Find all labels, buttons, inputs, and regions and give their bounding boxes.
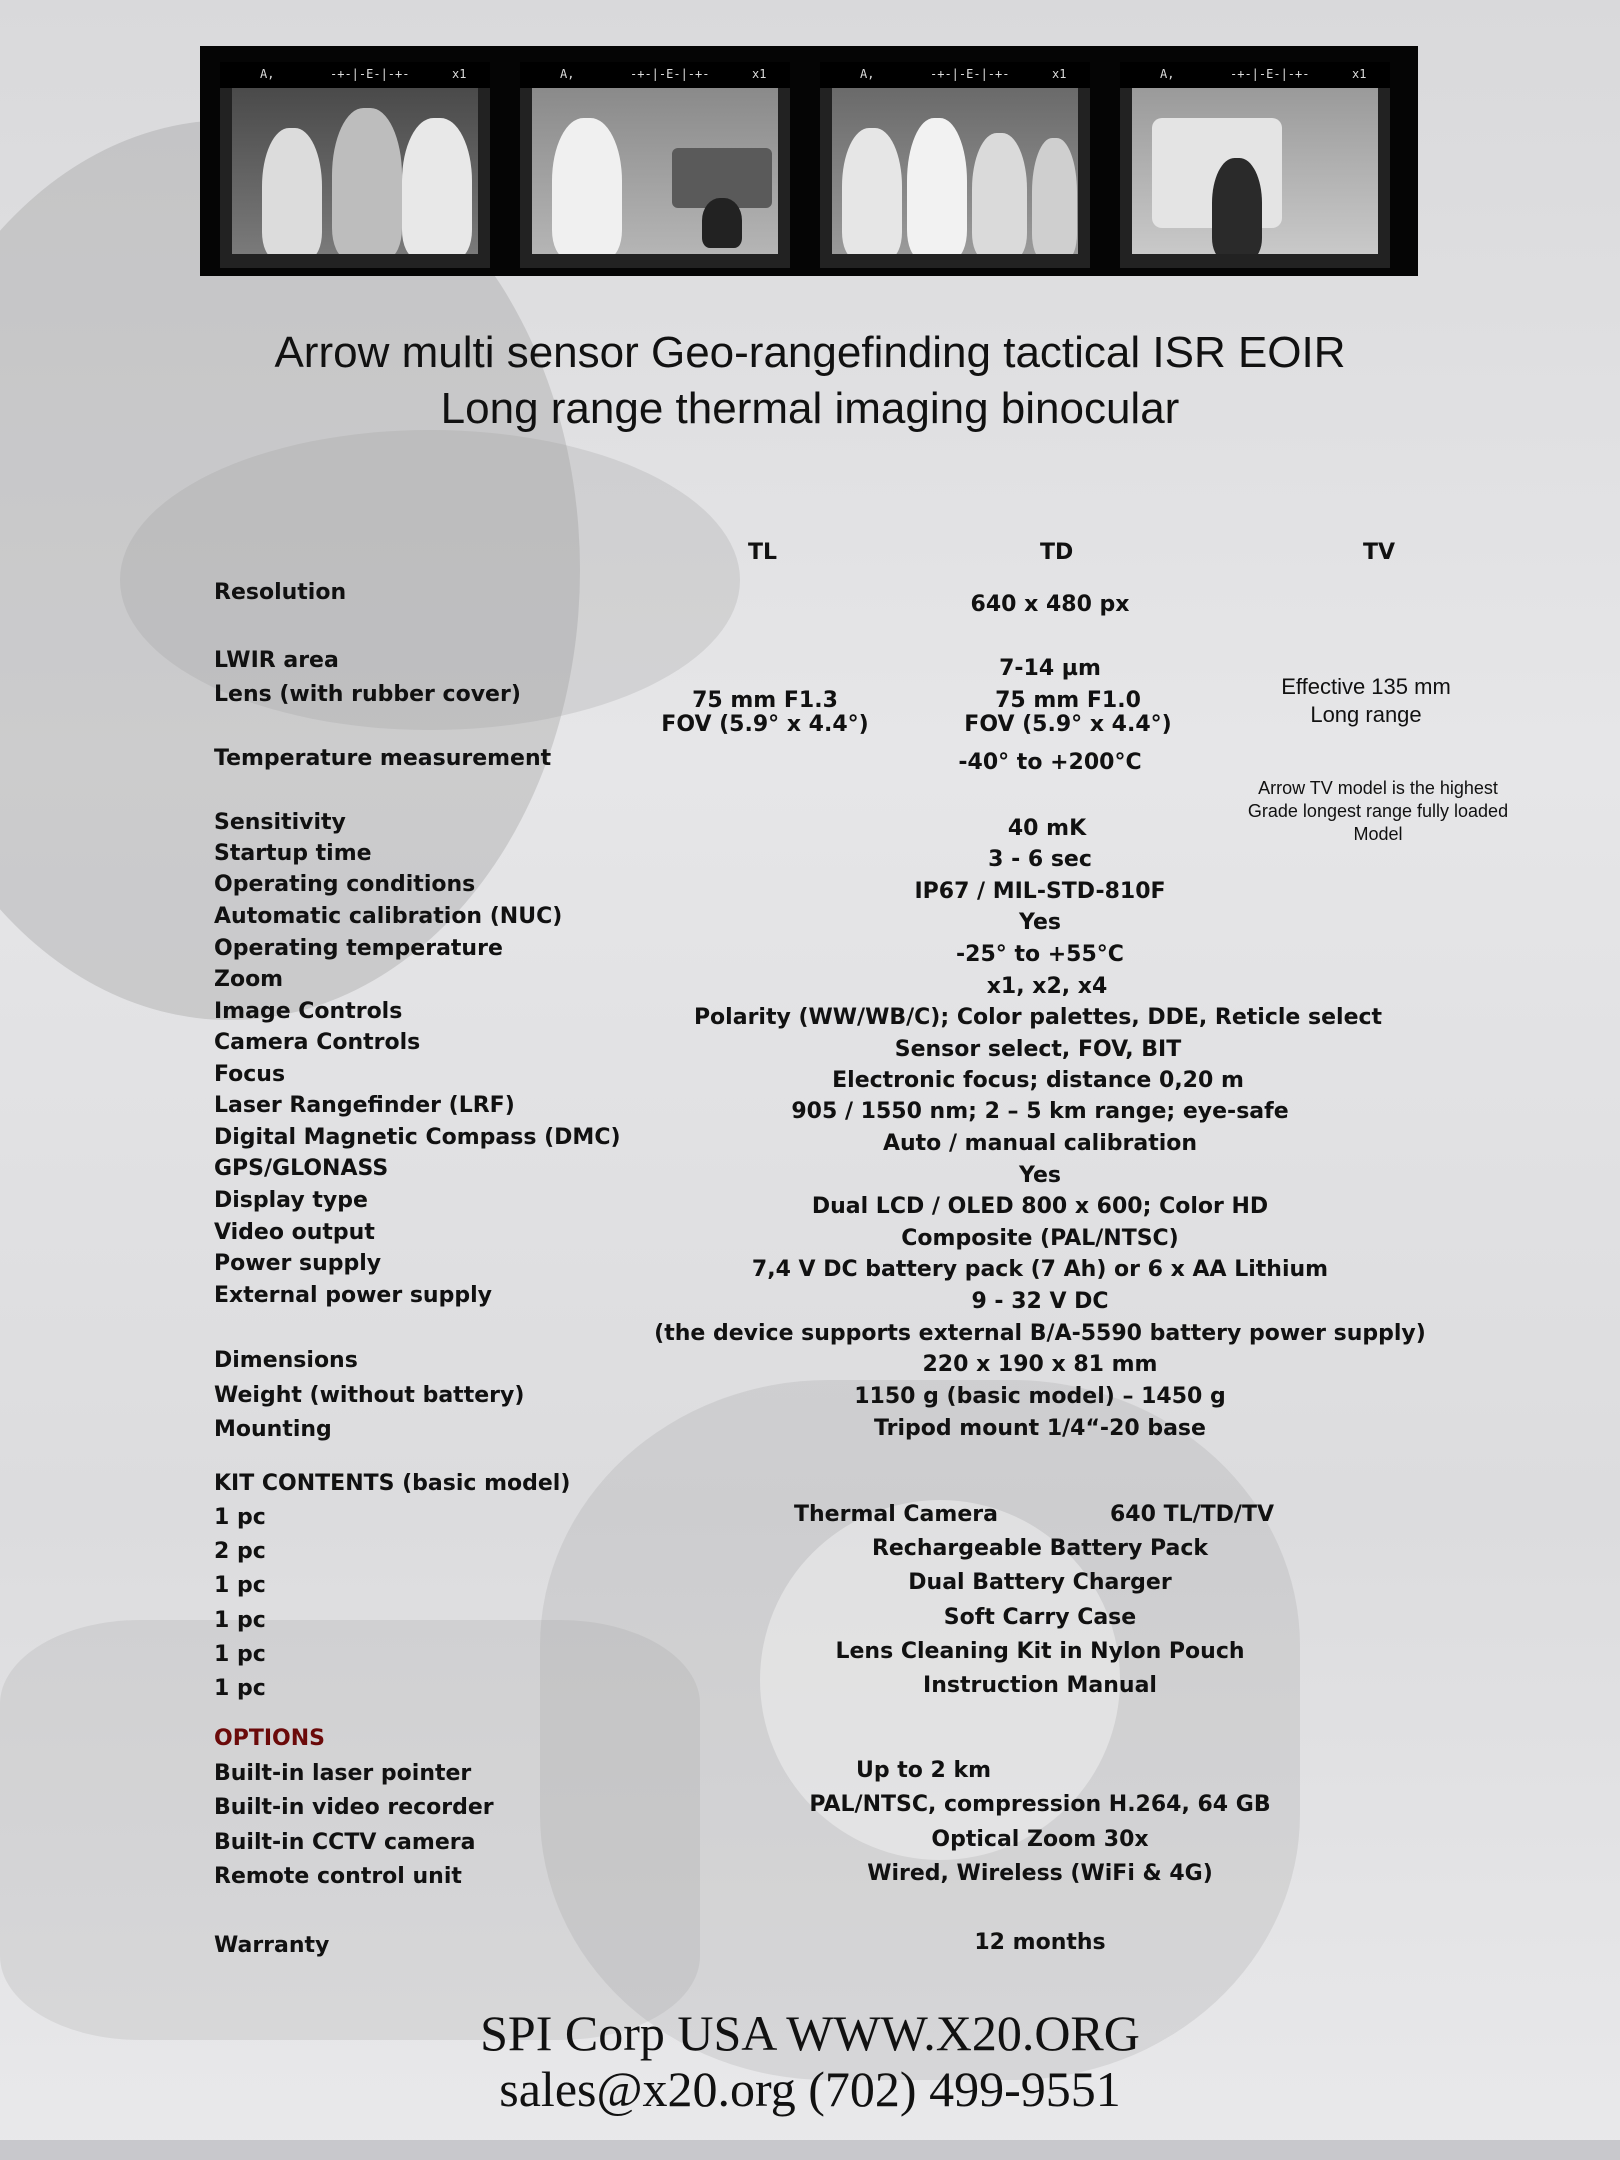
spec-value-ext-power: 9 - 32 V DC (971, 1289, 1109, 1314)
spec-label-startup: Startup time (214, 841, 372, 866)
spec-label-ext-power: External power supply (214, 1283, 492, 1308)
spec-value-dimensions: 220 x 190 x 81 mm (922, 1352, 1158, 1377)
spec-value-video: Composite (PAL/NTSC) (901, 1226, 1179, 1251)
spec-label-camera-controls: Camera Controls (214, 1030, 421, 1055)
column-header-td: TD (1040, 540, 1074, 565)
spec-value-zoom: x1, x2, x4 (986, 974, 1108, 999)
spec-value-dmc: Auto / manual calibration (882, 1131, 1198, 1156)
kit-qty-1: 1 pc (214, 1505, 266, 1530)
option-value-video-recorder: PAL/NTSC, compression H.264, 64 GB (809, 1792, 1271, 1817)
spec-value-image-controls: Polarity (WW/WB/C); Color palettes, DDE, Reticle select (693, 1005, 1383, 1030)
option-label-video-recorder: Built-in video recorder (214, 1795, 494, 1820)
option-label-cctv-camera: Built-in CCTV camera (214, 1830, 476, 1855)
kit-qty-5: 1 pc (214, 1642, 266, 1667)
tv-model-note-2: Grade longest range fully loaded (1247, 801, 1509, 821)
spec-value-power: 7,4 V DC battery pack (7 Ah) or 6 x AA Lithium (751, 1257, 1329, 1282)
spec-label-conditions: Operating conditions (214, 872, 476, 897)
spec-label-dimensions: Dimensions (214, 1348, 358, 1373)
spec-label-lwir: LWIR area (214, 648, 339, 673)
spec-label-dmc: Digital Magnetic Compass (DMC) (214, 1125, 621, 1150)
spec-label-lrf: Laser Rangefinder (LRF) (214, 1093, 515, 1118)
spec-label-temperature: Temperature measurement (214, 746, 552, 771)
footer-company-website: SPI Corp USA WWW.X20.ORG (480, 2005, 1140, 2061)
spec-value-lens-td-fov: FOV (5.9° x 4.4°) (964, 712, 1172, 737)
spec-label-nuc: Automatic calibration (NUC) (214, 904, 563, 929)
column-header-tv: TV (1363, 540, 1396, 565)
spec-value-display: Dual LCD / OLED 800 x 600; Color HD (811, 1194, 1269, 1219)
kit-item-battery-charger: Dual Battery Charger (908, 1570, 1172, 1595)
spec-label-mounting: Mounting (214, 1417, 332, 1442)
kit-qty-2: 2 pc (214, 1539, 266, 1564)
spec-value-ext-power-note: (the device supports external B/A-5590 battery power supply) (654, 1321, 1426, 1346)
spec-label-gps: GPS/GLONASS (214, 1156, 389, 1181)
spec-label-video: Video output (214, 1220, 375, 1245)
kit-item-battery-pack: Rechargeable Battery Pack (871, 1536, 1209, 1561)
spec-label-image-controls: Image Controls (214, 999, 403, 1024)
tv-lens-note-2: Long range (1310, 702, 1422, 727)
spec-value-lwir: 7-14 µm (999, 656, 1101, 681)
spec-value-gps: Yes (1019, 1163, 1061, 1188)
spec-label-weight: Weight (without battery) (214, 1383, 525, 1408)
spec-value-lens-td: 75 mm F1.0 (995, 688, 1141, 713)
spec-value-resolution: 640 x 480 px (970, 592, 1130, 617)
kit-item-instruction-manual: Instruction Manual (923, 1673, 1157, 1698)
spec-value-lens-tl: 75 mm F1.3 (692, 688, 838, 713)
spec-label-focus: Focus (214, 1062, 286, 1087)
bottom-edge (0, 2140, 1620, 2160)
spec-label-sensitivity: Sensitivity (214, 810, 346, 835)
kit-qty-4: 1 pc (214, 1608, 266, 1633)
spec-value-temperature: -40° to +200°C (958, 750, 1142, 775)
spec-value-mounting: Tripod mount 1/4“-20 base (874, 1416, 1206, 1441)
kit-qty-6: 1 pc (214, 1676, 266, 1701)
spec-value-startup: 3 - 6 sec (988, 847, 1092, 872)
tv-lens-note-1: Effective 135 mm (1281, 674, 1451, 699)
spec-value-focus: Electronic focus; distance 0,20 m (832, 1068, 1244, 1093)
warranty-label: Warranty (214, 1933, 330, 1958)
footer-email-phone: sales@x20.org (702) 499-9551 (499, 2061, 1121, 2117)
kit-qty-3: 1 pc (214, 1573, 266, 1598)
spec-value-lrf: 905 / 1550 nm; 2 – 5 km range; eye-safe (791, 1099, 1289, 1124)
tv-model-note-1: Arrow TV model is the highest (1258, 778, 1498, 798)
thermal-film-strip (200, 46, 1418, 276)
spec-label-op-temp: Operating temperature (214, 936, 503, 961)
column-header-tl: TL (748, 540, 778, 565)
spec-value-lens-tl-fov: FOV (5.9° x 4.4°) (661, 712, 869, 737)
spec-label-power: Power supply (214, 1251, 382, 1276)
kit-item-thermal-camera: Thermal Camera (794, 1502, 998, 1527)
spec-value-sensitivity: 40 mK (1007, 816, 1087, 841)
kit-item-carry-case: Soft Carry Case (943, 1605, 1137, 1630)
spec-value-weight: 1150 g (basic model) – 1450 g (854, 1384, 1226, 1409)
options-title: OPTIONS (214, 1726, 325, 1751)
option-label-laser-pointer: Built-in laser pointer (214, 1761, 472, 1786)
warranty-value: 12 months (974, 1930, 1106, 1955)
spec-label-lens: Lens (with rubber cover) (214, 682, 521, 707)
page-subtitle: Long range thermal imaging binocular (440, 384, 1180, 433)
kit-contents-title: KIT CONTENTS (basic model) (214, 1471, 571, 1496)
spec-label-zoom: Zoom (214, 967, 284, 992)
spec-value-op-temp: -25° to +55°C (956, 942, 1124, 967)
spec-label-resolution: Resolution (214, 580, 347, 605)
kit-item-thermal-camera-model: 640 TL/TD/TV (1110, 1502, 1274, 1527)
spec-value-conditions: IP67 / MIL-STD-810F (914, 879, 1166, 904)
thermal-frame-3: A, -+-|-E-|-+- x1 (820, 62, 1090, 268)
spec-value-nuc: Yes (1019, 910, 1061, 935)
option-value-laser-pointer: Up to 2 km (856, 1758, 992, 1783)
kit-item-cleaning-kit: Lens Cleaning Kit in Nylon Pouch (835, 1639, 1245, 1664)
option-label-remote-control: Remote control unit (214, 1864, 462, 1889)
spec-value-camera-controls: Sensor select, FOV, BIT (894, 1037, 1182, 1062)
option-value-remote-control: Wired, Wireless (WiFi & 4G) (867, 1861, 1213, 1886)
thermal-frame-2: A, -+-|-E-|-+- x1 (520, 62, 790, 268)
spec-label-display: Display type (214, 1188, 368, 1213)
thermal-frame-4: A, -+-|-E-|-+- x1 (1120, 62, 1390, 268)
page-title: Arrow multi sensor Geo-rangefinding tactical ISR EOIR (274, 328, 1346, 377)
option-value-cctv-camera: Optical Zoom 30x (931, 1827, 1149, 1852)
tv-model-note-3: Model (1353, 824, 1403, 844)
thermal-frame-1: A, -+-|-E-|-+- x1 (220, 62, 490, 268)
